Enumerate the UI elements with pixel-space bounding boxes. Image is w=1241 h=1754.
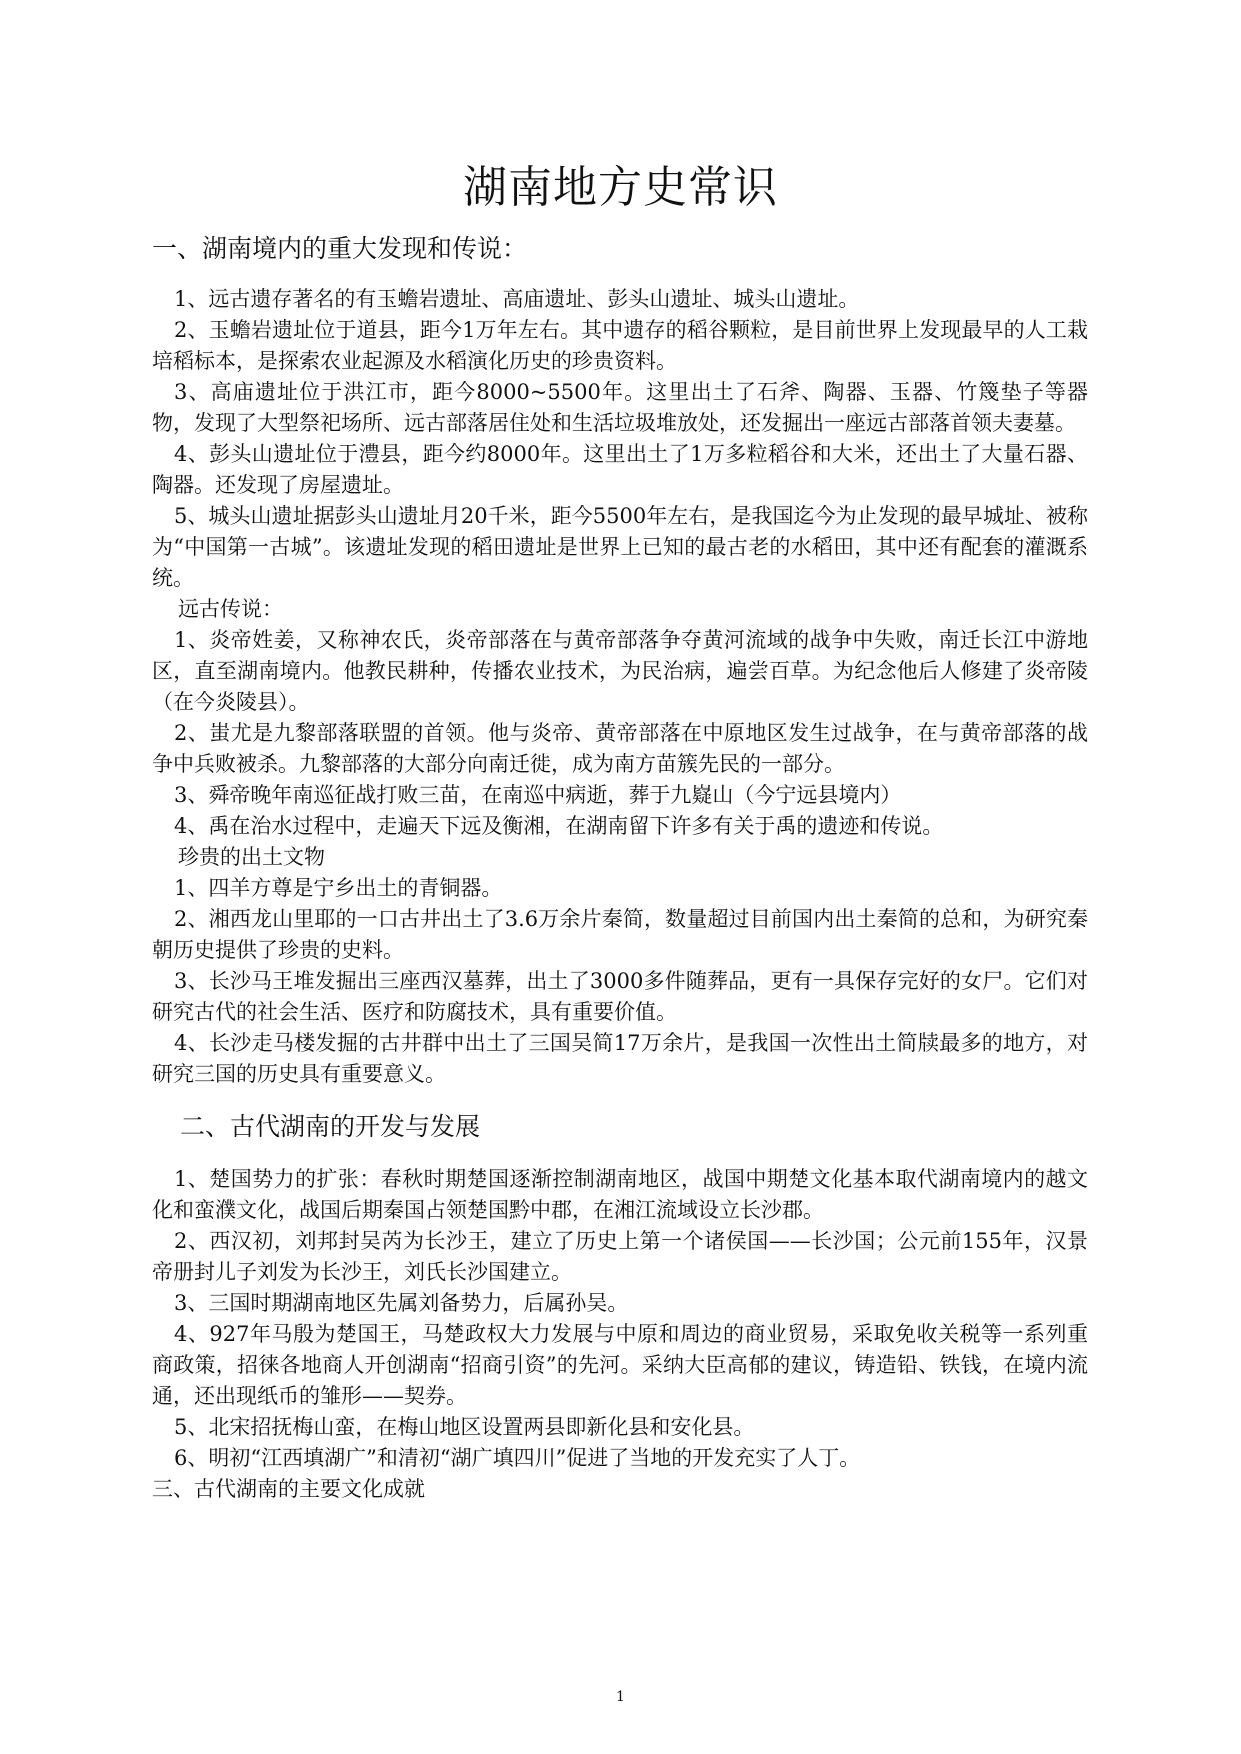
page-title: 湖南地方史常识 <box>463 162 778 213</box>
legend-paragraph: 1、炎帝姓姜，又称神农氏，炎帝部落在与黄帝部落争夺黄河流域的战争中失败，南迁长江中游地区，直至湖南境内。他教民耕种，传播农业技术，为民治病，遍尝百草。为纪念他后人修建了炎帝陵（在今炎陵县）。 <box>152 628 1088 714</box>
document-body <box>152 284 1088 1505</box>
section-1-paragraph: 5、城头山遗址据彭头山遗址月20千米，距今5500年左右，是我国迄今为止发现的最早城址、被称为“中国第一古城”。该遗址发现的稻田遗址是世界上已知的最古老的水稻田，其中还有配套的灌溉系统。 <box>152 504 1088 590</box>
legend-paragraph: 2、蚩尤是九黎部落联盟的首领。他与炎帝、黄帝部落在中原地区发生过战争，在与黄帝部落的战争中兵败被杀。九黎部落的大部分向南迁徙，成为南方苗簇先民的一部分。 <box>152 721 1088 776</box>
relic-paragraph: 2、湘西龙山里耶的一口古井出土了3.6万余片秦简，数量超过目前国内出土秦简的总和，为研究秦朝历史提供了珍贵的史料。 <box>152 907 1088 962</box>
relics-label: 珍贵的出土文物 <box>178 845 325 869</box>
section-1-paragraph: 1、远古遗存著名的有玉蟾岩遗址、高庙遗址、彭头山遗址、城头山遗址。 <box>174 287 860 311</box>
relic-paragraph: 1、四羊方尊是宁乡出土的青铜器。 <box>174 876 503 900</box>
relic-paragraph: 3、长沙马王堆发掘出三座西汉墓葬，出土了3000多件随葬品，更有一具保存完好的女尸。它们对研究古代的社会生活、医疗和防腐技术，具有重要价值。 <box>152 969 1088 1024</box>
section-2-paragraph: 1、楚国势力的扩张：春秋时期楚国逐渐控制湖南地区，战国中期楚文化基本取代湖南境内的越文化和蛮濮文化，战国后期秦国占领楚国黔中郡，在湘江流域设立长沙郡。 <box>152 1167 1088 1222</box>
section-2-heading: 二、古代湖南的开发与发展 <box>180 1112 481 1141</box>
section-3-heading: 三、古代湖南的主要文化成就 <box>152 1477 425 1501</box>
section-1-heading: 一、湖南境内的重大发现和传说： <box>152 234 528 263</box>
section-2-paragraph: 3、三国时期湖南地区先属刘备势力，后属孙吴。 <box>174 1291 629 1315</box>
section-2-paragraph: 5、北宋招抚梅山蛮，在梅山地区设置两县即新化县和安化县。 <box>174 1415 755 1439</box>
page-number: 1 <box>616 1689 625 1705</box>
section-1-paragraph: 2、玉蟾岩遗址位于道县，距今1万年左右。其中遗存的稻谷颗粒，是目前世界上发现最早的人工栽培稻标本，是探索农业起源及水稻演化历史的珍贵资料。 <box>152 318 1088 373</box>
relic-paragraph: 4、长沙走马楼发掘的古井群中出土了三国吴简17万余片，是我国一次性出土简牍最多的地方，对研究三国的历史具有重要意义。 <box>152 1031 1088 1086</box>
section-2-paragraph: 2、西汉初，刘邦封吴芮为长沙王，建立了历史上第一个诸侯国——长沙国；公元前155年，汉景帝册封儿子刘发为长沙王，刘氏长沙国建立。 <box>152 1229 1088 1284</box>
legends-label: 远古传说： <box>178 597 283 621</box>
section-1-paragraph: 3、高庙遗址位于洪江市，距今8000~5500年。这里出土了石斧、陶器、玉器、竹篾垫子等器物，发现了大型祭祀场所、远古部落居住处和生活垃圾堆放处，还发掘出一座远古部落首领夫妻墓。 <box>152 380 1088 435</box>
section-2-paragraph: 4、927年马殷为楚国王，马楚政权大力发展与中原和周边的商业贸易，采取免收关税等一系列重商政策，招徕各地商人开创湖南“招商引资”的先河。采纳大臣高郁的建议，铸造铅、铁钱，在境内流通，还出现纸币的雏形——契券。 <box>152 1322 1088 1408</box>
legend-paragraph: 4、禹在治水过程中，走遍天下远及衡湘，在湖南留下许多有关于禹的遗迹和传说。 <box>174 814 944 838</box>
section-1-paragraph: 4、彭头山遗址位于澧县，距今约8000年。这里出土了1万多粒稻谷和大米，还出土了大量石器、陶器。还发现了房屋遗址。 <box>152 442 1088 497</box>
section-2-paragraph: 6、明初“江西填湖广”和清初“湖广填四川”促进了当地的开发充实了人丁。 <box>174 1446 861 1470</box>
legend-paragraph: 3、舜帝晚年南巡征战打败三苗，在南巡中病逝，葬于九嶷山（今宁远县境内） <box>174 783 902 807</box>
